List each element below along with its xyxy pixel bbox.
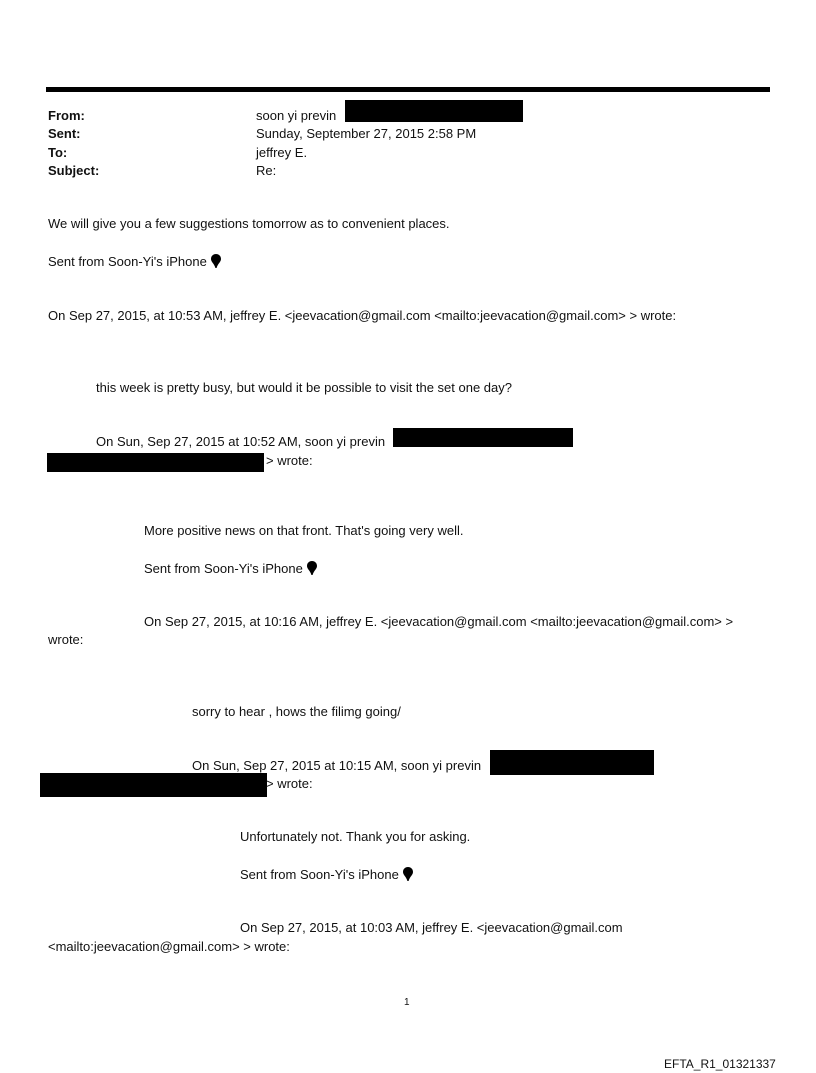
from-label: From: [48, 108, 85, 123]
signature-line [48, 254, 221, 270]
sent-value: Sunday, September 27, 2015 2:58 PM [256, 126, 477, 141]
quote-header-end: > wrote: [266, 776, 313, 791]
signature-line [240, 867, 413, 883]
quote-header-end: > wrote: [266, 453, 313, 468]
message-text: Unfortunately not. Thank you for asking. [240, 829, 471, 844]
signature-text: Sent from Soon-Yi's iPhone [48, 254, 207, 269]
sent-label: Sent: [48, 126, 81, 141]
from-value: soon yi previn [256, 108, 337, 123]
signature-line [144, 561, 317, 577]
header-rule [46, 87, 770, 92]
to-label: To: [48, 145, 68, 160]
message-text: More positive news on that front. That's going very well. [144, 523, 464, 538]
message-text: We will give you a few suggestions tomorrow as to convenient places. [48, 216, 450, 231]
message-text: this week is pretty busy, but would it be possible to visit the set one day? [96, 380, 512, 395]
redaction-box [47, 453, 264, 472]
signature-text: Sent from Soon-Yi's iPhone [144, 561, 303, 576]
quote-header: On Sep 27, 2015, at 10:16 AM, jeffrey E. <jeevacation@gmail.com <mailto:jeevacation@gmail.com> > [144, 614, 734, 629]
subject-label: Subject: [48, 163, 100, 178]
redaction-box [345, 100, 523, 122]
page-number: 1 [404, 997, 410, 1008]
quote-header: On Sep 27, 2015, at 10:53 AM, jeffrey E. <jeevacation@gmail.com <mailto:jeevacation@gmail.com> > wrote: [48, 308, 677, 323]
quote-header: On Sep 27, 2015, at 10:03 AM, jeffrey E. <jeevacation@gmail.com [240, 920, 623, 935]
redaction-box [40, 773, 267, 797]
redaction-box [393, 428, 573, 447]
quote-header: On Sun, Sep 27, 2015 at 10:52 AM, soon yi previn [96, 434, 386, 449]
document-id: EFTA_R1_01321337 [664, 1057, 776, 1071]
map-pin-icon [403, 867, 413, 881]
subject-value: Re: [256, 163, 277, 178]
quote-header-end: <mailto:jeevacation@gmail.com> > wrote: [48, 939, 290, 954]
map-pin-icon [307, 561, 317, 575]
to-value: jeffrey E. [256, 145, 308, 160]
signature-text: Sent from Soon-Yi's iPhone [240, 867, 399, 882]
redaction-box [490, 750, 654, 775]
message-text: sorry to hear , hows the filimg going/ [192, 704, 401, 719]
map-pin-icon [211, 254, 221, 268]
quote-header-end: wrote: [48, 632, 84, 647]
quote-header: On Sun, Sep 27, 2015 at 10:15 AM, soon yi previn [192, 758, 482, 773]
